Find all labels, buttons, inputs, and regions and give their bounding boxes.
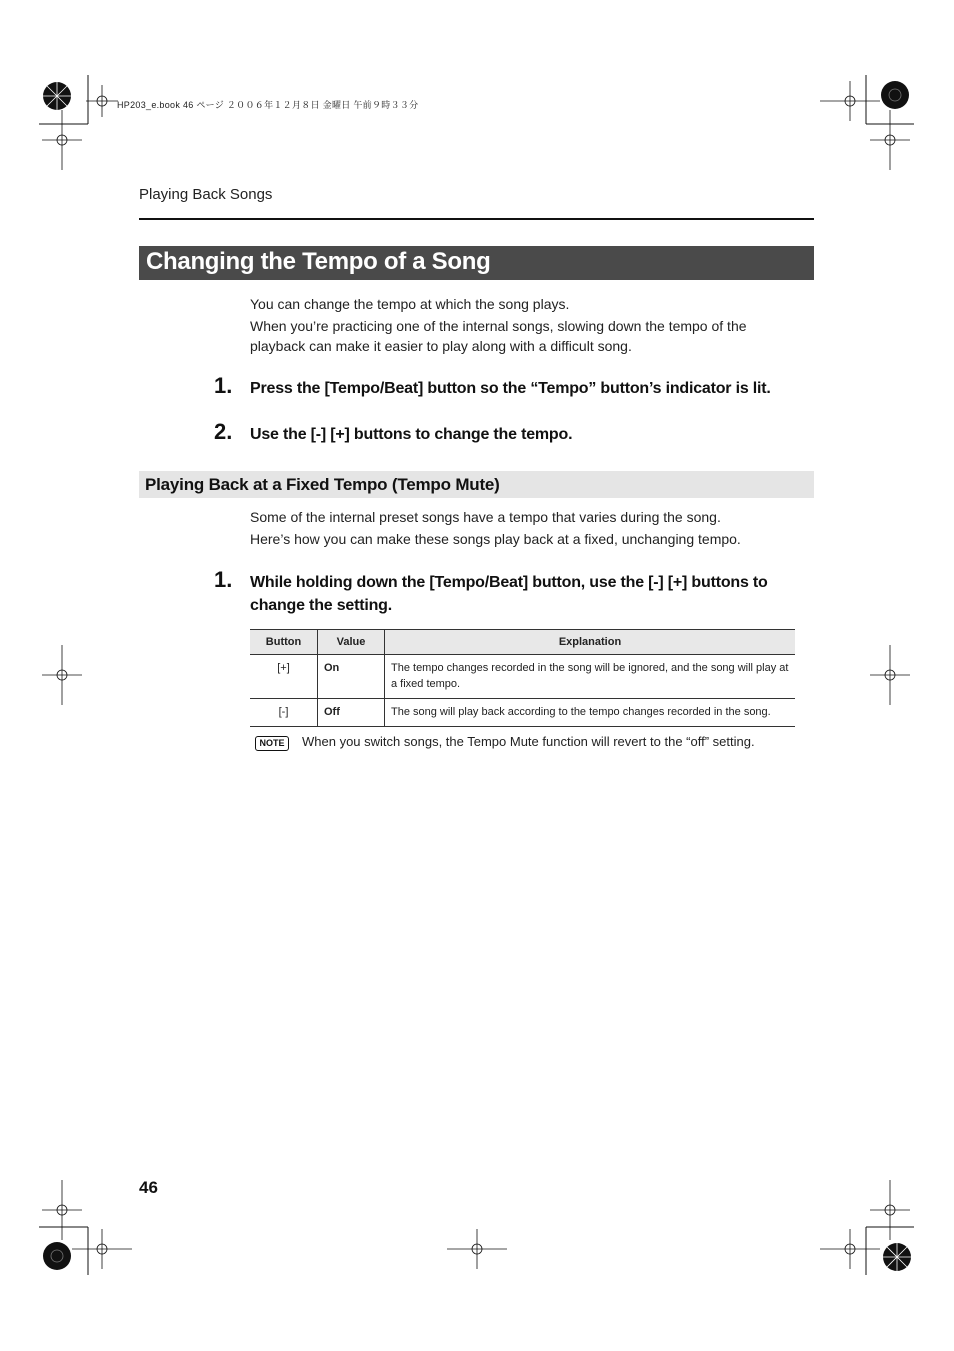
step-text: While holding down the [Tempo/Beat] button, use the [-] [+] buttons to: [250, 574, 768, 591]
step-number: 1.: [214, 373, 233, 398]
intro-line: Some of the internal preset songs have a tempo that varies during the song.: [250, 509, 721, 525]
subsection-heading-bar: [139, 471, 814, 498]
subsection-title: Playing Back at a Fixed Tempo (Tempo Mute): [145, 475, 500, 494]
button-cell: [+]: [250, 655, 318, 699]
button-cell: [-]: [250, 699, 318, 727]
running-head: Playing Back Songs: [139, 186, 273, 203]
step-text: Use the [-] [+] buttons to change the tempo.: [250, 426, 573, 443]
tempo-mute-table: [250, 629, 795, 727]
explanation-cell: The tempo changes recorded in the song will be ignored, and the song will play at a fixed tempo.: [385, 655, 796, 699]
table-row: [250, 699, 795, 727]
column-header: Value: [318, 630, 385, 655]
intro-line: You can change the tempo at which the song plays.: [250, 296, 570, 312]
print-meta: HP203_e.book 46 ページ ２００６年１２月８日 金曜日 午前９時３３分: [117, 100, 419, 110]
table-header-row: [250, 630, 795, 655]
section-title: Changing the Tempo of a Song: [146, 248, 491, 275]
note-icon: NOTE: [255, 736, 289, 751]
step-text: Press the [Tempo/Beat] button so the “Tempo” button’s indicator is lit.: [250, 380, 771, 397]
header-rule: [139, 218, 814, 220]
table-row: [250, 655, 795, 699]
intro-line: playback can make it easier to play along with a difficult song.: [250, 338, 632, 354]
explanation-cell: The song will play back according to the tempo changes recorded in the song.: [385, 699, 796, 727]
value-cell: Off: [318, 699, 385, 727]
page-number: 46: [139, 1178, 158, 1197]
intro-line: When you’re practicing one of the internal songs, slowing down the tempo of the: [250, 318, 747, 334]
step-text: change the setting.: [250, 597, 392, 614]
column-header: Button: [250, 630, 318, 655]
value-cell: On: [318, 655, 385, 699]
note-text: When you switch songs, the Tempo Mute function will revert to the “off” setting.: [302, 734, 755, 749]
section-heading-bar: [139, 246, 814, 280]
step-number: 2.: [214, 419, 233, 444]
column-header: Explanation: [385, 630, 796, 655]
step-number: 1.: [214, 567, 233, 592]
intro-line: Here’s how you can make these songs play back at a fixed, unchanging tempo.: [250, 531, 741, 547]
